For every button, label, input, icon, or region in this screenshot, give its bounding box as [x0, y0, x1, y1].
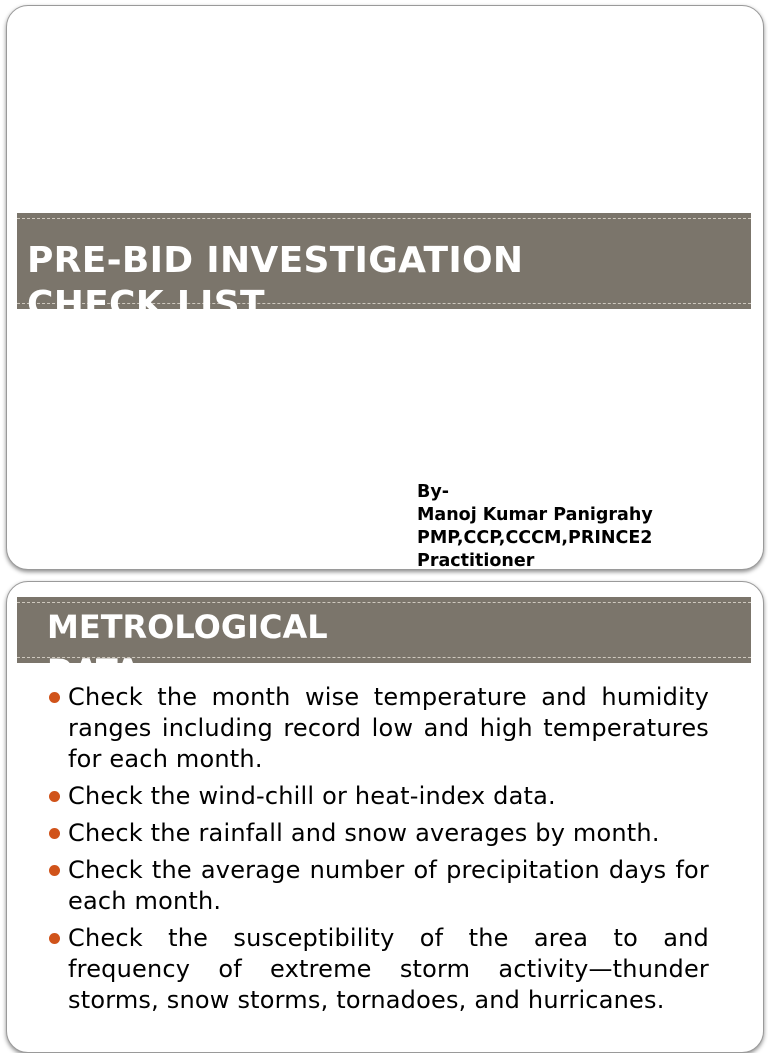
title-band [17, 213, 751, 325]
bullet-dot-icon [49, 828, 60, 839]
slide-title: PRE-BID INVESTIGATION CHECK LIST [27, 240, 524, 325]
byline-line: PMP,CCP,CCCM,PRINCE2 [417, 528, 653, 548]
author-byline [417, 481, 653, 573]
bullet-text: Check the susceptibility of the area to and frequency of extreme storm activity—thunder storms, snow storms, tornadoes, and hurricanes. [68, 924, 709, 1014]
bullet-item [45, 923, 709, 1016]
byline-line: By- [417, 482, 450, 502]
byline-line: Manoj Kumar Panigrahy [417, 505, 653, 525]
bullet-item [45, 855, 709, 917]
bullet-dot-icon [49, 692, 60, 703]
bullet-text: Check the month wise temperature and humidity ranges including record low and high temperatures for each month. [68, 683, 709, 773]
band-top-dashes [17, 602, 751, 603]
bullet-dot-icon [49, 791, 60, 802]
title-slide [6, 5, 764, 570]
bullet-dot-icon [49, 865, 60, 876]
bullet-list [45, 682, 709, 1022]
band-top-dashes [17, 218, 751, 219]
slide-heading: METROLOGICAL DATA [47, 608, 328, 690]
bullet-text: Check the average number of precipitation days for each month. [68, 856, 709, 915]
bullet-item [45, 682, 709, 775]
bullet-text: Check the rainfall and snow averages by month. [68, 819, 660, 847]
bullet-text: Check the wind-chill or heat-index data. [68, 782, 556, 810]
content-slide [6, 581, 764, 1053]
byline-line: Practitioner [417, 551, 535, 571]
bullet-item [45, 818, 709, 849]
heading-band [17, 597, 751, 690]
bullet-item [45, 781, 709, 812]
bullet-dot-icon [49, 933, 60, 944]
